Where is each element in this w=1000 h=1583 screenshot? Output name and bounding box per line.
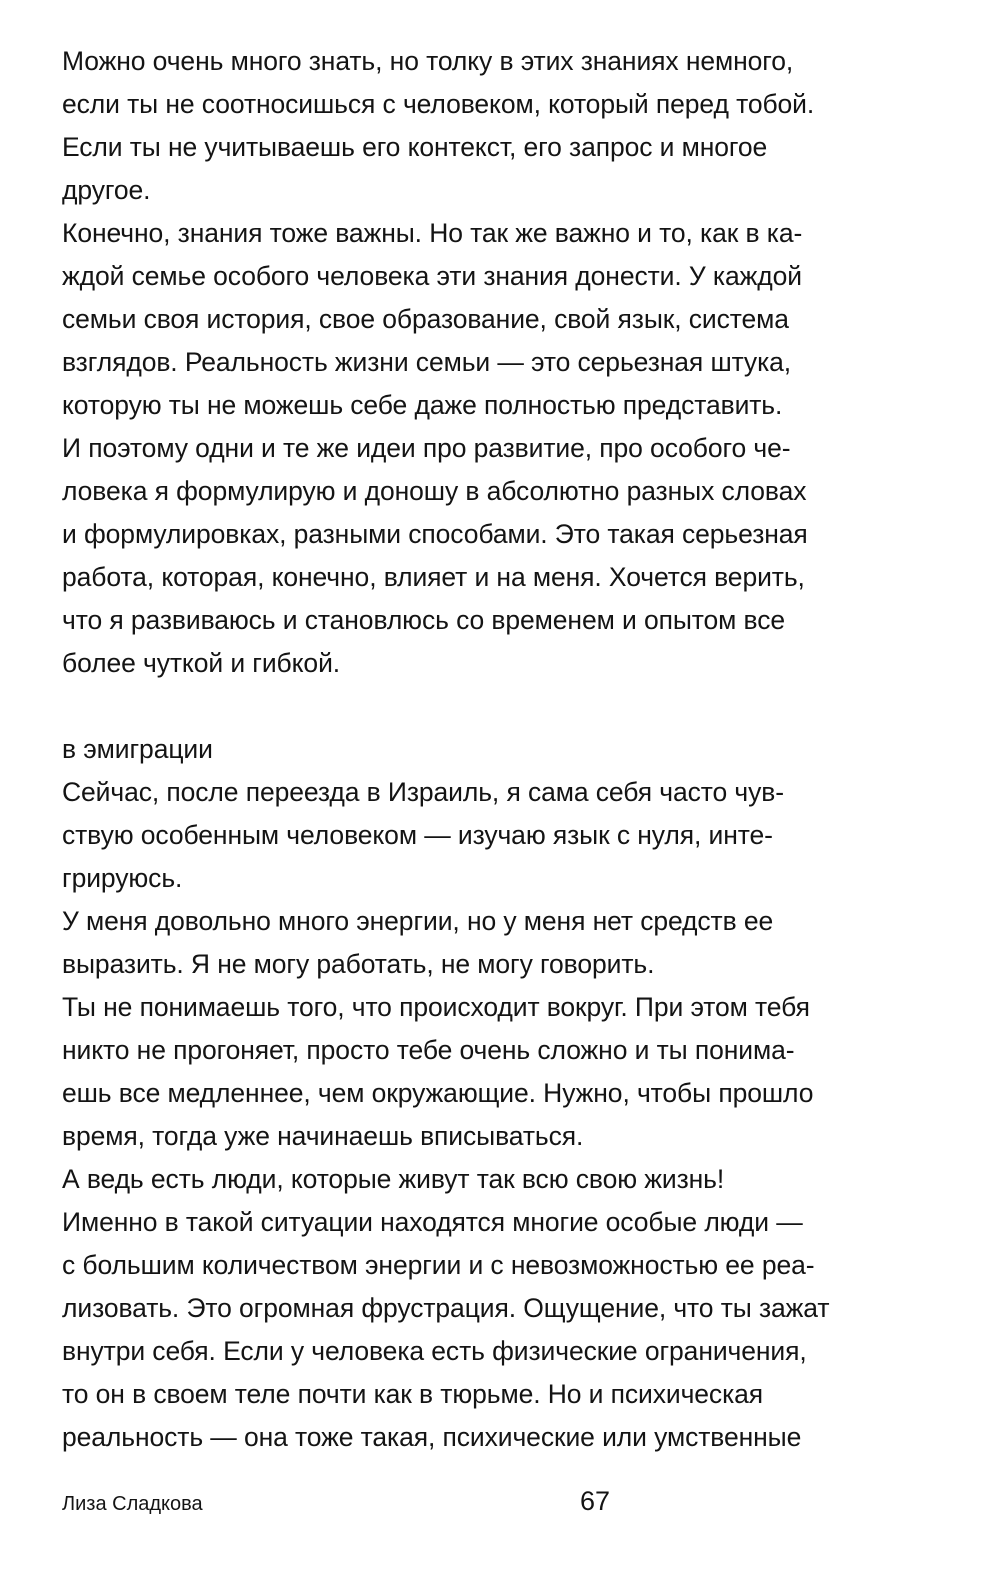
- footer-author: Лиза Сладкова: [62, 1493, 203, 1515]
- section-gap: [62, 685, 942, 728]
- text-line: более чуткой и гибкой.: [62, 648, 341, 678]
- text-line: внутри себя. Если у человека есть физические ограничения,: [62, 1336, 807, 1366]
- text-line: взглядов. Реальность жизни семьи — это серьезная штука,: [62, 347, 792, 377]
- text-line: никто не прогоняет, просто тебе очень сложно и ты понима-: [62, 1035, 795, 1065]
- text-line: выразить. Я не могу работать, не могу говорить.: [62, 949, 655, 979]
- text-line: то он в своем теле почти как в тюрьме. Но и психическая: [62, 1379, 764, 1409]
- text-line: Если ты не учитываешь его контекст, его запрос и многое: [62, 132, 768, 162]
- text-line: и формулировках, разными способами. Это такая серьезная: [62, 519, 808, 549]
- text-line: что я развиваюсь и становлюсь со временем и опытом все: [62, 605, 786, 635]
- text-line: ловека я формулирую и доношу в абсолютно разных словах: [62, 476, 807, 506]
- text-line: которую ты не можешь себе даже полностью представить.: [62, 390, 783, 420]
- text-line: другое.: [62, 175, 151, 205]
- text-line: И поэтому одни и те же идеи про развитие, про особого че-: [62, 433, 791, 463]
- text-line: ствую особенным человеком — изучаю язык с нуля, инте-: [62, 820, 773, 850]
- text-line: с большим количеством энергии и с невозможностью ее реа-: [62, 1250, 815, 1280]
- text-line: Ты не понимаешь того, что происходит вокруг. При этом тебя: [62, 992, 810, 1022]
- text-line: У меня довольно много энергии, но у меня нет средств ее: [62, 906, 774, 936]
- text-line: если ты не соотносишься с человеком, который перед тобой.: [62, 89, 815, 119]
- text-line: ждой семье особого человека эти знания донести. У каждой: [62, 261, 802, 291]
- text-line: время, тогда уже начинаешь вписываться.: [62, 1121, 584, 1151]
- text-line: Можно очень много знать, но толку в этих знаниях немного,: [62, 46, 794, 76]
- text-line: реальность — она тоже такая, психические или умственные: [62, 1422, 802, 1452]
- page-number: 67: [579, 1486, 611, 1516]
- section-heading: в эмиграции: [62, 734, 213, 764]
- text-line: грируюсь.: [62, 863, 183, 893]
- text-line: Сейчас, после переезда в Израиль, я сама себя часто чув-: [62, 777, 784, 807]
- text-line: ешь все медленнее, чем окружающие. Нужно, чтобы прошло: [62, 1078, 814, 1108]
- text-line: А ведь есть люди, которые живут так всю свою жизнь!: [62, 1164, 725, 1194]
- text-line: работа, которая, конечно, влияет и на меня. Хочется верить,: [62, 562, 805, 592]
- section-emigration: [62, 728, 942, 1459]
- text-line: лизовать. Это огромная фрустрация. Ощущение, что ты зажат: [62, 1293, 830, 1323]
- page-body: [62, 40, 942, 1459]
- text-line: Конечно, знания тоже важны. Но так же важно и то, как в ка-: [62, 218, 803, 248]
- paragraph-block-1: [62, 40, 942, 685]
- text-line: Именно в такой ситуации находятся многие особые люди —: [62, 1207, 803, 1237]
- text-line: семьи своя история, свое образование, свой язык, система: [62, 304, 789, 334]
